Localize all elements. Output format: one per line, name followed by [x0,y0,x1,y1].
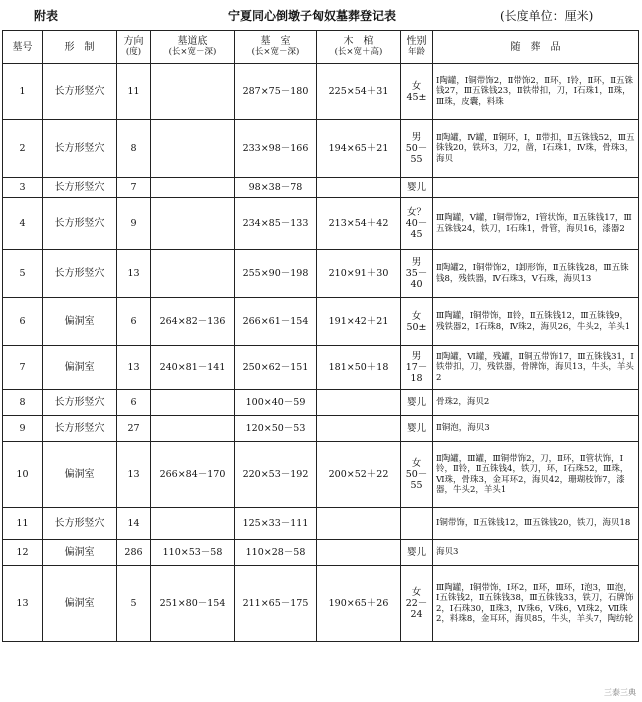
dromos-size [151,250,235,298]
tomb-shape: 长方形竖穴 [43,178,117,198]
sex-age [401,442,433,508]
appendix-tag: 附表 [34,9,59,23]
chamber-size: 287×75－180 [235,64,317,120]
chamber-size: 233×98－166 [235,120,317,178]
table-row [3,198,639,250]
dromos-size [151,178,235,198]
grave-goods: Ⅰ铜带饰，Ⅱ五铢钱12，Ⅲ五铢钱20，铁刀，海贝18 [433,508,639,540]
sex-text: 女 [411,458,422,469]
table-row [3,298,639,346]
tomb-number: 9 [3,416,43,442]
watermark: 三泰三典 [604,688,636,697]
grave-goods: Ⅰ陶罐，Ⅰ铜带饰2，Ⅱ带饰2，Ⅱ环，Ⅰ铃，Ⅱ环，Ⅱ五铢钱27，Ⅲ五铢钱23，Ⅱ铁带扣，刀，Ⅰ石珠1，Ⅱ珠，Ⅲ珠，皮囊，料珠 [433,64,639,120]
tomb-number: 13 [3,566,43,642]
col-header-no: 墓号 [3,31,43,64]
tomb-shape: 长方形竖穴 [43,120,117,178]
tomb-shape: 偏洞室 [43,442,117,508]
chamber-size: 266×61－154 [235,298,317,346]
dromos-size: 240×81－141 [151,346,235,390]
sex-age [401,198,433,250]
dromos-size [151,198,235,250]
coffin-size: 190×65＋26 [317,566,401,642]
tomb-direction: 5 [117,566,151,642]
grave-goods: Ⅲ陶罐，Ⅰ铜带饰，Ⅰ环2，Ⅱ环，Ⅲ环，Ⅰ泡3，Ⅲ泡，Ⅰ五铢钱2，Ⅱ五铢钱38，Ⅲ五铢钱33，铁刀，石牌饰2，Ⅰ石珠30，Ⅱ珠3，Ⅳ珠6，Ⅴ珠6，Ⅵ珠2，Ⅶ珠2，料珠8，金耳环，海贝85，牛头，羊头7，陶纺轮 [433,566,639,642]
sex-age [401,416,433,442]
dromos-size [151,390,235,416]
tomb-shape: 偏洞室 [43,540,117,566]
sex-text: 婴儿 [406,397,426,408]
grave-goods: Ⅱ陶罐，Ⅳ罐，Ⅱ铜环，Ⅰ，Ⅱ带扣，Ⅱ五铢钱52，Ⅲ五铢钱20，铁环3，刀2，凿，Ⅰ石珠1，Ⅳ珠，骨珠3，海贝 [433,120,639,178]
tomb-direction: 6 [117,298,151,346]
sex-age [401,390,433,416]
dromos-size [151,120,235,178]
coffin-size [317,508,401,540]
age-text: 40－45 [405,218,428,240]
tomb-direction: 13 [117,442,151,508]
sex-text: 婴儿 [406,182,426,193]
sex-age [401,64,433,120]
table-header [0,4,642,26]
age-text: 35－40 [405,268,428,290]
burial-register-table [2,30,639,642]
dromos-size: 110×53－58 [151,540,235,566]
sex-age [401,346,433,390]
grave-goods: Ⅱ陶罐，Ⅲ罐，Ⅲ铜带饰2，刀，Ⅱ环，Ⅱ管状饰，Ⅰ铃，Ⅱ铃，Ⅱ五铢钱4，铁刀，环，Ⅰ石珠52，Ⅲ珠，Ⅵ珠，骨珠3，金耳环2，海贝42，珊瑚枝饰7，漆器，牛头2，羊头1 [433,442,639,508]
age-text: 17－18 [405,362,428,384]
sex-text: 男 [411,351,422,362]
tomb-number: 11 [3,508,43,540]
grave-goods: Ⅱ陶罐，Ⅵ罐，残罐，Ⅱ铜五带饰17，Ⅲ五铢钱31，Ⅰ铁带扣，刀，残铁器，骨牌饰，海贝13，牛头，羊头2 [433,346,639,390]
sex-text: 女？ [406,207,426,218]
sex-age [401,566,433,642]
sex-text: 男 [411,257,422,268]
tomb-direction: 11 [117,64,151,120]
tomb-direction: 14 [117,508,151,540]
grave-goods: Ⅱ陶罐2，Ⅰ铜带饰2，Ⅰ卸形饰，Ⅱ五铢钱28，Ⅲ五铢钱8，残铁器，Ⅳ石珠3，Ⅴ石珠，海贝13 [433,250,639,298]
table-row [3,540,639,566]
table-row [3,120,639,178]
tomb-shape: 长方形竖穴 [43,508,117,540]
tomb-direction: 9 [117,198,151,250]
tomb-shape: 偏洞室 [43,566,117,642]
grave-goods: 海贝3 [433,540,639,566]
sex-text: 女 [411,310,422,322]
chamber-size: 255×90－198 [235,250,317,298]
coffin-size [317,390,401,416]
grave-goods: Ⅱ铜泡，海贝3 [433,416,639,442]
coffin-size [317,178,401,198]
dromos-size: 266×84－170 [151,442,235,508]
col-header-coffin: 木 棺 (长×宽＋高) [317,31,401,64]
sex-age [401,540,433,566]
sex-text: 男 [411,132,422,143]
tomb-number: 1 [3,64,43,120]
chamber-size: 234×85－133 [235,198,317,250]
grave-goods: Ⅲ陶罐，Ⅰ铜带饰，Ⅱ铃，Ⅱ五铢钱12，Ⅲ五铢钱9，残铁器2，Ⅰ石珠8，Ⅳ珠2，海贝26，牛头2，羊头1 [433,298,639,346]
chamber-size: 125×33－111 [235,508,317,540]
sex-age [401,298,433,346]
tomb-direction: 7 [117,178,151,198]
sex-age [401,178,433,198]
tomb-shape: 长方形竖穴 [43,250,117,298]
sex-text: 女 [411,587,422,598]
sex-text: 婴儿 [406,547,426,558]
coffin-size: 181×50＋18 [317,346,401,390]
sex-age [401,250,433,298]
chamber-size: 250×62－151 [235,346,317,390]
coffin-size: 194×65＋21 [317,120,401,178]
col-header-sex-age: 性别 年龄 [401,31,433,64]
chamber-size: 110×28－58 [235,540,317,566]
dromos-size [151,64,235,120]
coffin-size: 210×91＋30 [317,250,401,298]
coffin-size: 191×42＋21 [317,298,401,346]
grave-goods: 骨珠2，海贝2 [433,390,639,416]
tomb-number: 7 [3,346,43,390]
chamber-size: 120×50－53 [235,416,317,442]
table-row [3,178,639,198]
sex-age [401,120,433,178]
tomb-shape: 偏洞室 [43,346,117,390]
tomb-number: 12 [3,540,43,566]
dromos-size: 264×82－136 [151,298,235,346]
chamber-size: 98×38－78 [235,178,317,198]
table-row [3,64,639,120]
tomb-number: 5 [3,250,43,298]
tomb-direction: 13 [117,250,151,298]
table-row [3,442,639,508]
grave-goods: Ⅲ陶罐，Ⅴ罐，Ⅰ铜带饰2，Ⅰ管状饰，Ⅱ五铢钱17，Ⅲ五铢钱24，铁刀，Ⅰ石珠1，骨管，海贝16，漆器2 [433,198,639,250]
table-row [3,416,639,442]
age-text: 50－55 [405,143,428,165]
chamber-size: 220×53－192 [235,442,317,508]
tomb-shape: 长方形竖穴 [43,198,117,250]
sex-age [401,508,433,540]
header-row [3,31,639,64]
coffin-size: 225×54＋31 [317,64,401,120]
coffin-size [317,540,401,566]
sex-text: 女 [411,80,422,92]
tomb-number: 3 [3,178,43,198]
tomb-number: 2 [3,120,43,178]
age-text: 50－55 [405,469,428,491]
tomb-number: 8 [3,390,43,416]
tomb-shape: 长方形竖穴 [43,390,117,416]
col-header-shape: 形 制 [43,31,117,64]
table-row [3,390,639,416]
age-text: 50± [406,321,427,333]
tomb-number: 4 [3,198,43,250]
coffin-size: 200×52＋22 [317,442,401,508]
age-text: 45± [406,91,427,103]
grave-goods [433,178,639,198]
sex-text: 婴儿 [406,423,426,434]
dromos-size: 251×80－154 [151,566,235,642]
tomb-number: 10 [3,442,43,508]
tomb-shape: 长方形竖穴 [43,416,117,442]
tomb-shape: 偏洞室 [43,298,117,346]
chamber-size: 211×65－175 [235,566,317,642]
tomb-direction: 286 [117,540,151,566]
tomb-direction: 27 [117,416,151,442]
unit-note: (长度单位：厘米) [500,9,594,23]
table-row [3,508,639,540]
table-title: 宁夏同心倒墩子匈奴墓葬登记表 [228,9,397,23]
tomb-number: 6 [3,298,43,346]
table-row [3,250,639,298]
col-header-direction: 方向 (度) [117,31,151,64]
table-row [3,346,639,390]
tomb-direction: 13 [117,346,151,390]
col-header-chamber: 墓 室 (长×宽－深) [235,31,317,64]
tomb-shape: 长方形竖穴 [43,64,117,120]
dromos-size [151,508,235,540]
tomb-direction: 6 [117,390,151,416]
tomb-direction: 8 [117,120,151,178]
chamber-size: 100×40－59 [235,390,317,416]
table-row [3,566,639,642]
col-header-goods: 随 葬 品 [433,31,639,64]
dromos-size [151,416,235,442]
age-text: 22－24 [405,598,428,620]
col-header-dromos: 墓道底 (长×宽－深) [151,31,235,64]
coffin-size [317,416,401,442]
coffin-size: 213×54＋42 [317,198,401,250]
